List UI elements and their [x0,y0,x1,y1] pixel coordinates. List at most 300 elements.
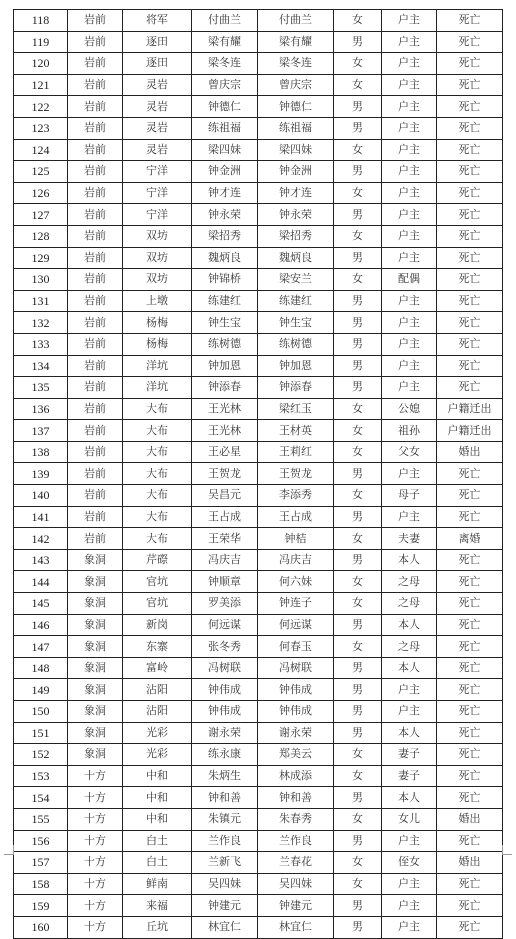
relationship-cell: 妻子 [382,765,437,787]
gender-cell: 女 [334,744,382,766]
person-name-cell: 钟伟成 [258,679,334,701]
status-cell: 死亡 [437,571,503,593]
person-name-cell: 吴四妹 [258,873,334,895]
status-cell: 死亡 [437,636,503,658]
village-cell: 中和 [123,787,192,809]
town-cell: 十方 [68,808,123,830]
town-cell: 象洞 [68,571,123,593]
village-cell: 大布 [123,420,192,442]
table-row [14,204,503,226]
table-row [14,10,503,32]
table-row [14,895,503,917]
village-cell: 官坑 [123,593,192,615]
village-cell: 大布 [123,485,192,507]
status-cell: 死亡 [437,290,503,312]
gender-cell: 女 [334,398,382,420]
status-cell: 死亡 [437,355,503,377]
table-row [14,355,503,377]
person-name-cell: 钟添春 [258,377,334,399]
serial-number-cell: 123 [14,117,68,139]
householder-name-cell: 谢永荣 [192,722,258,744]
village-cell: 逐田 [123,31,192,53]
table-row [14,398,503,420]
householder-name-cell: 钟添春 [192,377,258,399]
householder-name-cell: 王光林 [192,398,258,420]
town-cell: 岩前 [68,506,123,528]
gender-cell: 女 [334,269,382,291]
town-cell: 岩前 [68,420,123,442]
village-cell: 灵岩 [123,117,192,139]
householder-name-cell: 梁招秀 [192,225,258,247]
status-cell: 死亡 [437,873,503,895]
town-cell: 岩前 [68,485,123,507]
status-cell: 死亡 [437,701,503,723]
serial-number-cell: 142 [14,528,68,550]
relationship-cell: 公媳 [382,398,437,420]
person-name-cell: 兰作良 [258,830,334,852]
gender-cell: 男 [334,701,382,723]
town-cell: 十方 [68,916,123,938]
table-row [14,916,503,938]
person-name-cell: 冯树联 [258,657,334,679]
gender-cell: 男 [334,787,382,809]
serial-number-cell: 121 [14,74,68,96]
serial-number-cell: 136 [14,398,68,420]
town-cell: 岩前 [68,398,123,420]
serial-number-cell: 160 [14,916,68,938]
village-cell: 逐田 [123,53,192,75]
village-cell: 大布 [123,463,192,485]
person-name-cell: 梁红玉 [258,398,334,420]
town-cell: 岩前 [68,290,123,312]
serial-number-cell: 155 [14,808,68,830]
relationship-cell: 户主 [382,873,437,895]
town-cell: 十方 [68,765,123,787]
table-row [14,31,503,53]
table-row [14,377,503,399]
householder-name-cell: 吴昌元 [192,485,258,507]
householder-name-cell: 罗美添 [192,593,258,615]
relationship-cell: 户主 [382,333,437,355]
householder-name-cell: 梁有耀 [192,31,258,53]
status-cell: 死亡 [437,916,503,938]
person-name-cell: 梁有耀 [258,31,334,53]
person-name-cell: 梁安兰 [258,269,334,291]
table-row [14,528,503,550]
gender-cell: 男 [334,117,382,139]
table-row [14,571,503,593]
gender-cell: 女 [334,10,382,32]
town-cell: 十方 [68,852,123,874]
table-row [14,290,503,312]
householder-name-cell: 练建红 [192,290,258,312]
table-row [14,765,503,787]
person-name-cell: 钟伟成 [258,701,334,723]
village-cell: 杨梅 [123,312,192,334]
table-row [14,549,503,571]
serial-number-cell: 135 [14,377,68,399]
householder-name-cell: 王贺龙 [192,463,258,485]
person-name-cell: 钟才连 [258,182,334,204]
gender-cell: 女 [334,636,382,658]
town-cell: 象洞 [68,744,123,766]
status-cell: 死亡 [437,485,503,507]
village-cell: 大布 [123,506,192,528]
person-name-cell: 王贺龙 [258,463,334,485]
person-name-cell: 练树德 [258,333,334,355]
person-name-cell: 钟桔 [258,528,334,550]
village-cell: 沾阳 [123,701,192,723]
householder-name-cell: 王占成 [192,506,258,528]
gender-cell: 男 [334,614,382,636]
householder-name-cell: 曾庆宗 [192,74,258,96]
serial-number-cell: 147 [14,636,68,658]
village-cell: 新岗 [123,614,192,636]
householder-name-cell: 钟锦桥 [192,269,258,291]
village-cell: 宁洋 [123,182,192,204]
gender-cell: 男 [334,679,382,701]
relationship-cell: 配偶 [382,269,437,291]
status-cell: 死亡 [437,247,503,269]
table-row [14,636,503,658]
town-cell: 象洞 [68,722,123,744]
table-row [14,852,503,874]
status-cell: 死亡 [437,204,503,226]
town-cell: 岩前 [68,10,123,32]
person-name-cell: 钟生宝 [258,312,334,334]
village-cell: 宁洋 [123,204,192,226]
person-name-cell: 王材英 [258,420,334,442]
relationship-cell: 户主 [382,701,437,723]
householder-name-cell: 王光林 [192,420,258,442]
gender-cell: 女 [334,74,382,96]
gender-cell: 男 [334,722,382,744]
relationship-cell: 之母 [382,593,437,615]
householder-name-cell: 钟生宝 [192,312,258,334]
village-cell: 光彩 [123,744,192,766]
town-cell: 象洞 [68,679,123,701]
householder-name-cell: 付曲兰 [192,10,258,32]
gender-cell: 男 [334,96,382,118]
householder-name-cell: 钟德仁 [192,96,258,118]
gender-cell: 女 [334,225,382,247]
person-name-cell: 谢永荣 [258,722,334,744]
relationship-cell: 母子 [382,485,437,507]
serial-number-cell: 127 [14,204,68,226]
status-cell: 死亡 [437,225,503,247]
relationship-cell: 本人 [382,657,437,679]
status-cell: 死亡 [437,161,503,183]
householder-name-cell: 钟金洲 [192,161,258,183]
village-cell: 将军 [123,10,192,32]
town-cell: 岩前 [68,31,123,53]
status-cell: 婚出 [437,852,503,874]
table-row [14,808,503,830]
status-cell: 死亡 [437,593,503,615]
page-corner-mark-left [4,845,14,855]
village-cell: 富岭 [123,657,192,679]
householder-name-cell: 冯庆吉 [192,549,258,571]
status-cell: 死亡 [437,333,503,355]
relationship-cell: 户主 [382,182,437,204]
status-cell: 死亡 [437,74,503,96]
relationship-cell: 女儿 [382,808,437,830]
relationship-cell: 妻子 [382,744,437,766]
status-cell: 死亡 [437,117,503,139]
person-name-cell: 林宜仁 [258,916,334,938]
serial-number-cell: 133 [14,333,68,355]
table-row [14,139,503,161]
person-name-cell: 何六妹 [258,571,334,593]
village-cell: 上墩 [123,290,192,312]
gender-cell: 男 [334,333,382,355]
table-body [14,10,503,939]
serial-number-cell: 149 [14,679,68,701]
village-cell: 灵岩 [123,74,192,96]
person-name-cell: 梁招秀 [258,225,334,247]
relationship-cell: 户主 [382,10,437,32]
gender-cell: 男 [334,463,382,485]
person-name-cell: 朱春秀 [258,808,334,830]
gender-cell: 女 [334,139,382,161]
person-name-cell: 何远谋 [258,614,334,636]
status-cell: 死亡 [437,96,503,118]
town-cell: 象洞 [68,614,123,636]
status-cell: 死亡 [437,744,503,766]
status-cell: 死亡 [437,463,503,485]
table-row [14,441,503,463]
town-cell: 岩前 [68,161,123,183]
town-cell: 象洞 [68,657,123,679]
town-cell: 十方 [68,873,123,895]
town-cell: 岩前 [68,377,123,399]
status-cell: 死亡 [437,722,503,744]
gender-cell: 男 [334,247,382,269]
town-cell: 岩前 [68,74,123,96]
person-name-cell: 冯庆吉 [258,549,334,571]
person-name-cell: 兰春花 [258,852,334,874]
serial-number-cell: 158 [14,873,68,895]
householder-name-cell: 王必星 [192,441,258,463]
person-name-cell: 付曲兰 [258,10,334,32]
town-cell: 十方 [68,895,123,917]
table-row [14,117,503,139]
status-cell: 死亡 [437,549,503,571]
table-row [14,74,503,96]
relationship-cell: 户主 [382,96,437,118]
table-row [14,701,503,723]
householder-name-cell: 钟加恩 [192,355,258,377]
relationship-cell: 户主 [382,830,437,852]
relationship-cell: 户主 [382,161,437,183]
village-cell: 宁洋 [123,161,192,183]
gender-cell: 女 [334,765,382,787]
village-cell: 白土 [123,830,192,852]
status-cell: 婚出 [437,441,503,463]
relationship-cell: 户主 [382,225,437,247]
status-cell: 死亡 [437,830,503,852]
town-cell: 岩前 [68,53,123,75]
relationship-cell: 户主 [382,916,437,938]
relationship-cell: 户主 [382,679,437,701]
town-cell: 岩前 [68,441,123,463]
village-cell: 沾阳 [123,679,192,701]
table-row [14,53,503,75]
village-cell: 光彩 [123,722,192,744]
relationship-cell: 夫妻 [382,528,437,550]
status-cell: 死亡 [437,765,503,787]
status-cell: 死亡 [437,657,503,679]
person-name-cell: 王莉红 [258,441,334,463]
householder-name-cell: 梁冬连 [192,53,258,75]
status-cell: 户籍迁出 [437,398,503,420]
person-name-cell: 郑美云 [258,744,334,766]
householder-name-cell: 朱镇元 [192,808,258,830]
serial-number-cell: 153 [14,765,68,787]
relationship-cell: 户主 [382,117,437,139]
householder-name-cell: 钟永荣 [192,204,258,226]
status-cell: 死亡 [437,53,503,75]
person-name-cell: 何春玉 [258,636,334,658]
gender-cell: 男 [334,312,382,334]
serial-number-cell: 120 [14,53,68,75]
table-row [14,247,503,269]
status-cell: 死亡 [437,139,503,161]
householder-name-cell: 练永康 [192,744,258,766]
village-cell: 官坑 [123,571,192,593]
status-cell: 死亡 [437,312,503,334]
village-cell: 双坊 [123,225,192,247]
town-cell: 象洞 [68,701,123,723]
village-cell: 双坊 [123,247,192,269]
serial-number-cell: 125 [14,161,68,183]
village-cell: 芹磜 [123,549,192,571]
town-cell: 岩前 [68,312,123,334]
householder-name-cell: 何远谋 [192,614,258,636]
serial-number-cell: 150 [14,701,68,723]
relationship-cell: 户主 [382,377,437,399]
relationship-cell: 户主 [382,290,437,312]
householder-name-cell: 钟伟成 [192,701,258,723]
village-cell: 双坊 [123,269,192,291]
status-cell: 死亡 [437,31,503,53]
table-row [14,614,503,636]
relationship-cell: 之母 [382,636,437,658]
table-row [14,657,503,679]
person-name-cell: 练祖福 [258,117,334,139]
relationship-cell: 户主 [382,247,437,269]
village-cell: 洋坑 [123,377,192,399]
serial-number-cell: 130 [14,269,68,291]
serial-number-cell: 152 [14,744,68,766]
serial-number-cell: 145 [14,593,68,615]
serial-number-cell: 132 [14,312,68,334]
person-name-cell: 钟加恩 [258,355,334,377]
serial-number-cell: 119 [14,31,68,53]
serial-number-cell: 143 [14,549,68,571]
table-row [14,333,503,355]
person-name-cell: 曾庆宗 [258,74,334,96]
village-cell: 杨梅 [123,333,192,355]
householder-name-cell: 魏炳良 [192,247,258,269]
serial-number-cell: 159 [14,895,68,917]
householder-name-cell: 钟才连 [192,182,258,204]
table-row [14,679,503,701]
status-cell: 死亡 [437,614,503,636]
status-cell: 死亡 [437,895,503,917]
relationship-cell: 户主 [382,53,437,75]
town-cell: 象洞 [68,636,123,658]
table-row [14,96,503,118]
gender-cell: 男 [334,657,382,679]
relationship-cell: 之母 [382,571,437,593]
table-row [14,873,503,895]
householder-name-cell: 兰新飞 [192,852,258,874]
person-name-cell: 练建红 [258,290,334,312]
householder-name-cell: 梁四妹 [192,139,258,161]
serial-number-cell: 138 [14,441,68,463]
serial-number-cell: 139 [14,463,68,485]
table-row [14,593,503,615]
gender-cell: 女 [334,808,382,830]
gender-cell: 男 [334,161,382,183]
table-row [14,182,503,204]
town-cell: 岩前 [68,463,123,485]
table-row [14,830,503,852]
status-cell: 户籍迁出 [437,420,503,442]
householder-name-cell: 林宜仁 [192,916,258,938]
serial-number-cell: 154 [14,787,68,809]
householder-name-cell: 兰作良 [192,830,258,852]
gender-cell: 女 [334,528,382,550]
village-cell: 中和 [123,765,192,787]
gender-cell: 男 [334,506,382,528]
householder-name-cell: 吴四妹 [192,873,258,895]
table-row [14,506,503,528]
status-cell: 死亡 [437,182,503,204]
town-cell: 岩前 [68,225,123,247]
person-name-cell: 魏炳良 [258,247,334,269]
town-cell: 岩前 [68,204,123,226]
village-cell: 来福 [123,895,192,917]
household-register-table [13,9,503,939]
householder-name-cell: 冯树联 [192,657,258,679]
serial-number-cell: 151 [14,722,68,744]
town-cell: 十方 [68,830,123,852]
householder-name-cell: 钟伟成 [192,679,258,701]
relationship-cell: 本人 [382,787,437,809]
householder-name-cell: 王荣华 [192,528,258,550]
gender-cell: 男 [334,830,382,852]
town-cell: 岩前 [68,528,123,550]
gender-cell: 男 [334,549,382,571]
person-name-cell: 李添秀 [258,485,334,507]
person-name-cell: 林成添 [258,765,334,787]
relationship-cell: 户主 [382,506,437,528]
table-row [14,744,503,766]
householder-name-cell: 朱炳生 [192,765,258,787]
serial-number-cell: 131 [14,290,68,312]
town-cell: 岩前 [68,355,123,377]
village-cell: 大布 [123,528,192,550]
serial-number-cell: 156 [14,830,68,852]
serial-number-cell: 146 [14,614,68,636]
village-cell: 大布 [123,441,192,463]
gender-cell: 男 [334,916,382,938]
village-cell: 洋坑 [123,355,192,377]
table-row [14,787,503,809]
person-name-cell: 钟金洲 [258,161,334,183]
